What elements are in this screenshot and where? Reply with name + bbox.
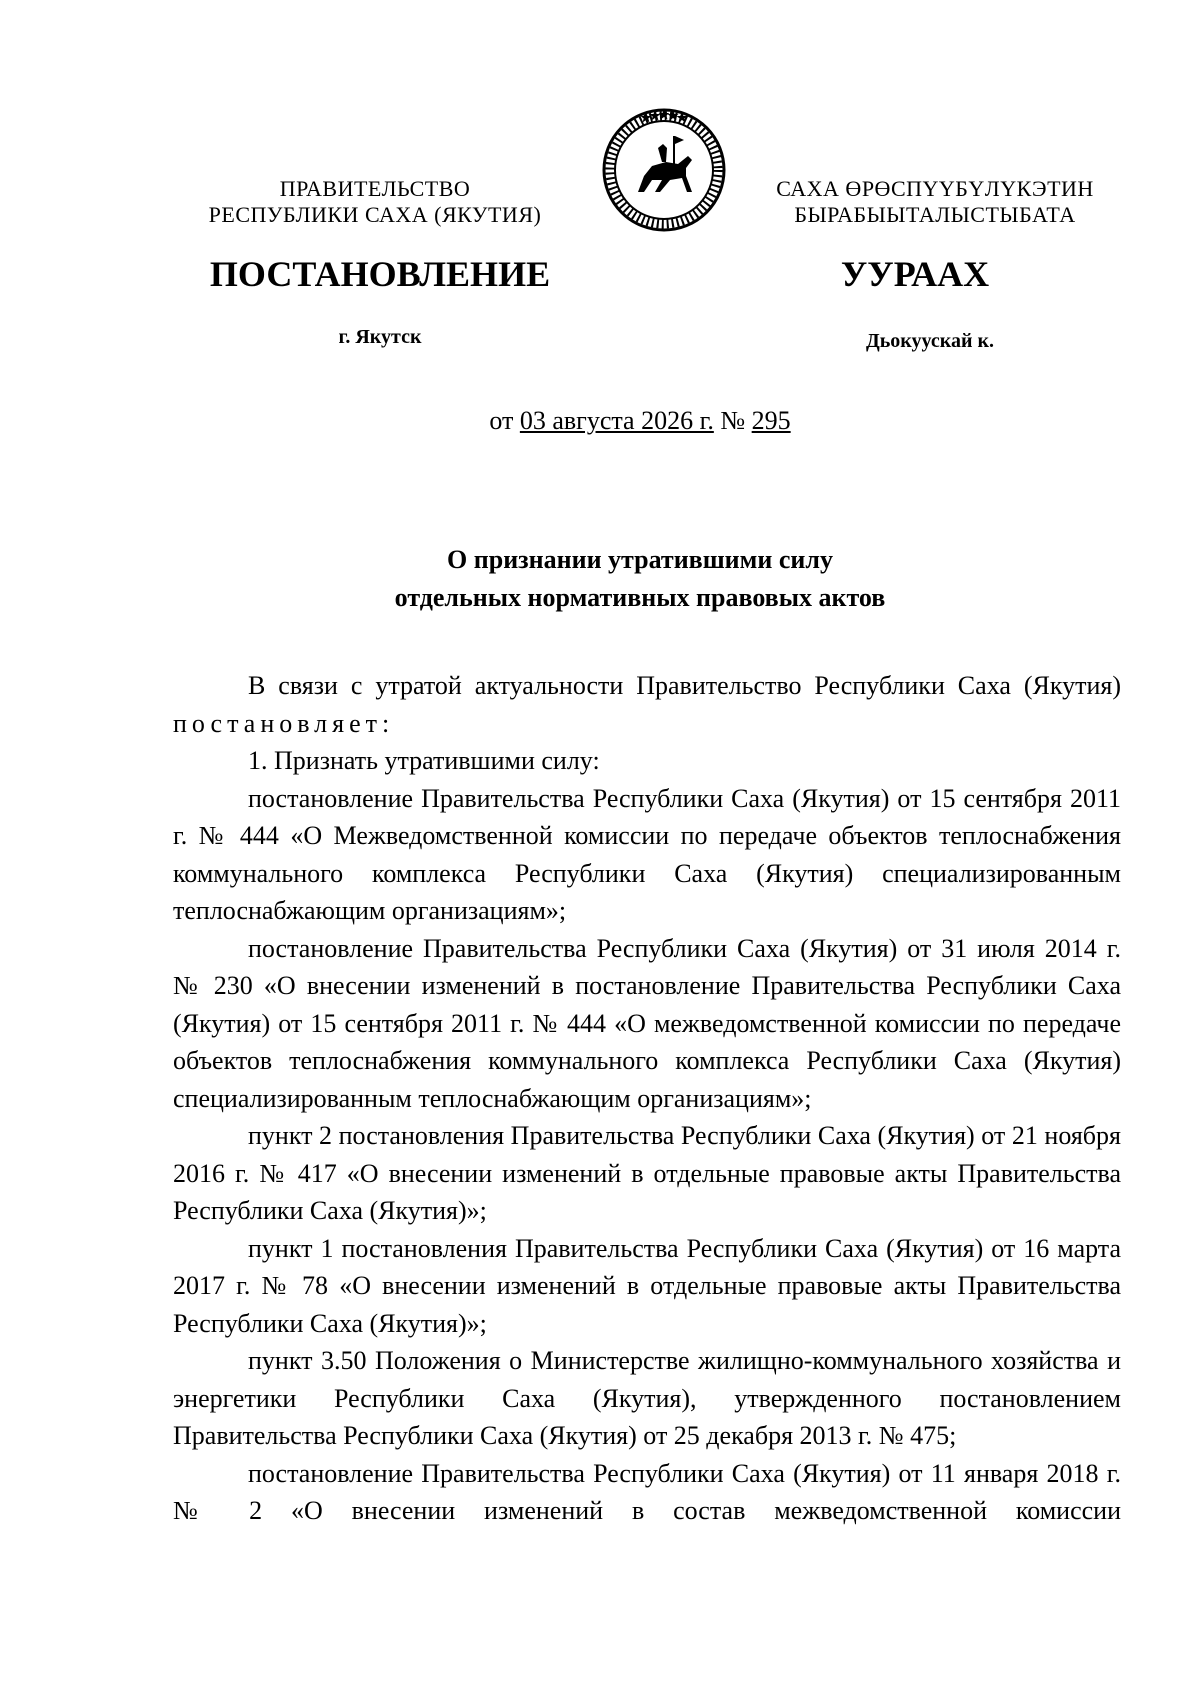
repealed-act-item: пункт 3.50 Положения о Министерстве жилищно-коммунального хозяйства и энергетики Республики Саха (Якутия), утвержденного постановлением Правительства Республики Саха (Якутия) от 25 декабря 2013 г. № 475; xyxy=(173,1346,1121,1450)
coat-of-arms-emblem-icon xyxy=(600,106,728,234)
title-line2: отдельных нормативных правовых актов xyxy=(394,583,886,612)
preamble-text: В связи с утратой актуальности Правительство Республики Саха (Якутия) xyxy=(248,671,1121,700)
repealed-act-item: постановление Правительства Республики Саха (Якутия) от 11 января 2018 г. № 2 «О внесении изменений в состав межведомственной комиссии xyxy=(173,1458,1121,1525)
city-right: Дьокуускай к. xyxy=(865,330,995,352)
number-sign: № xyxy=(720,406,746,435)
preamble-action: постановляет: xyxy=(173,708,395,738)
header-right-line1: САХА ӨРӨСПҮҮБҮЛҮКЭТИН xyxy=(776,176,1094,201)
doctype-left: ПОСТАНОВЛЕНИЕ xyxy=(209,254,551,294)
document-body xyxy=(173,667,1121,1530)
date-line xyxy=(170,404,1110,438)
repealed-act-item: пункт 1 постановления Правительства Республики Саха (Якутия) от 16 марта 2017 г. № 78 «О внесении изменений в отдельные правовые акты Правительства Республики Саха (Якутия)»; xyxy=(173,1233,1121,1338)
header-left-line1: ПРАВИТЕЛЬСТВО xyxy=(279,176,471,201)
doctype-right: УУРААХ xyxy=(840,254,990,294)
preamble-paragraph xyxy=(173,667,1121,742)
repealed-act-item: пункт 2 постановления Правительства Республики Саха (Якутия) от 21 ноября 2016 г. № 417 «О внесении изменений в отдельные правовые акты Правительства Республики Саха (Якутия)»; xyxy=(173,1121,1121,1225)
document-date: 03 августа 2026 г. xyxy=(519,406,714,435)
repealed-act-item: постановление Правительства Республики Саха (Якутия) от 31 июля 2014 г. № 230 «О внесении изменений в постановление Правительства Республики Саха (Якутия) от 15 сентября 2011 г. № 444 «О межведомственной комиссии по передаче объектов теплоснабжения коммунального комплекса Республики Саха (Якутия) специализированным теплоснабжающим организациям»; xyxy=(173,933,1121,1113)
repealed-act-item: постановление Правительства Республики Саха (Якутия) от 15 сентября 2011 г. № 444 «О Межведомственной комиссии по передаче объектов теплоснабжения коммунального комплекса Республики Саха (Якутия) специализированным теплоснабжающим организациям»; xyxy=(173,783,1121,925)
document-title xyxy=(170,541,1110,617)
header-left xyxy=(190,176,560,228)
title-line1: О признании утратившими силу xyxy=(447,545,833,574)
document-number: 295 xyxy=(751,406,791,435)
header-left-line2: РЕСПУБЛИКИ САХА (ЯКУТИЯ) xyxy=(208,202,542,227)
header-right xyxy=(745,176,1125,228)
header-right-line2: БЫРАБЫЫТАЛЫСТЫБАТА xyxy=(794,202,1076,227)
date-prefix: от xyxy=(489,406,514,435)
city-left: г. Якутск xyxy=(338,326,422,348)
item1-paragraph: 1. Признать утратившими силу: xyxy=(248,746,600,775)
